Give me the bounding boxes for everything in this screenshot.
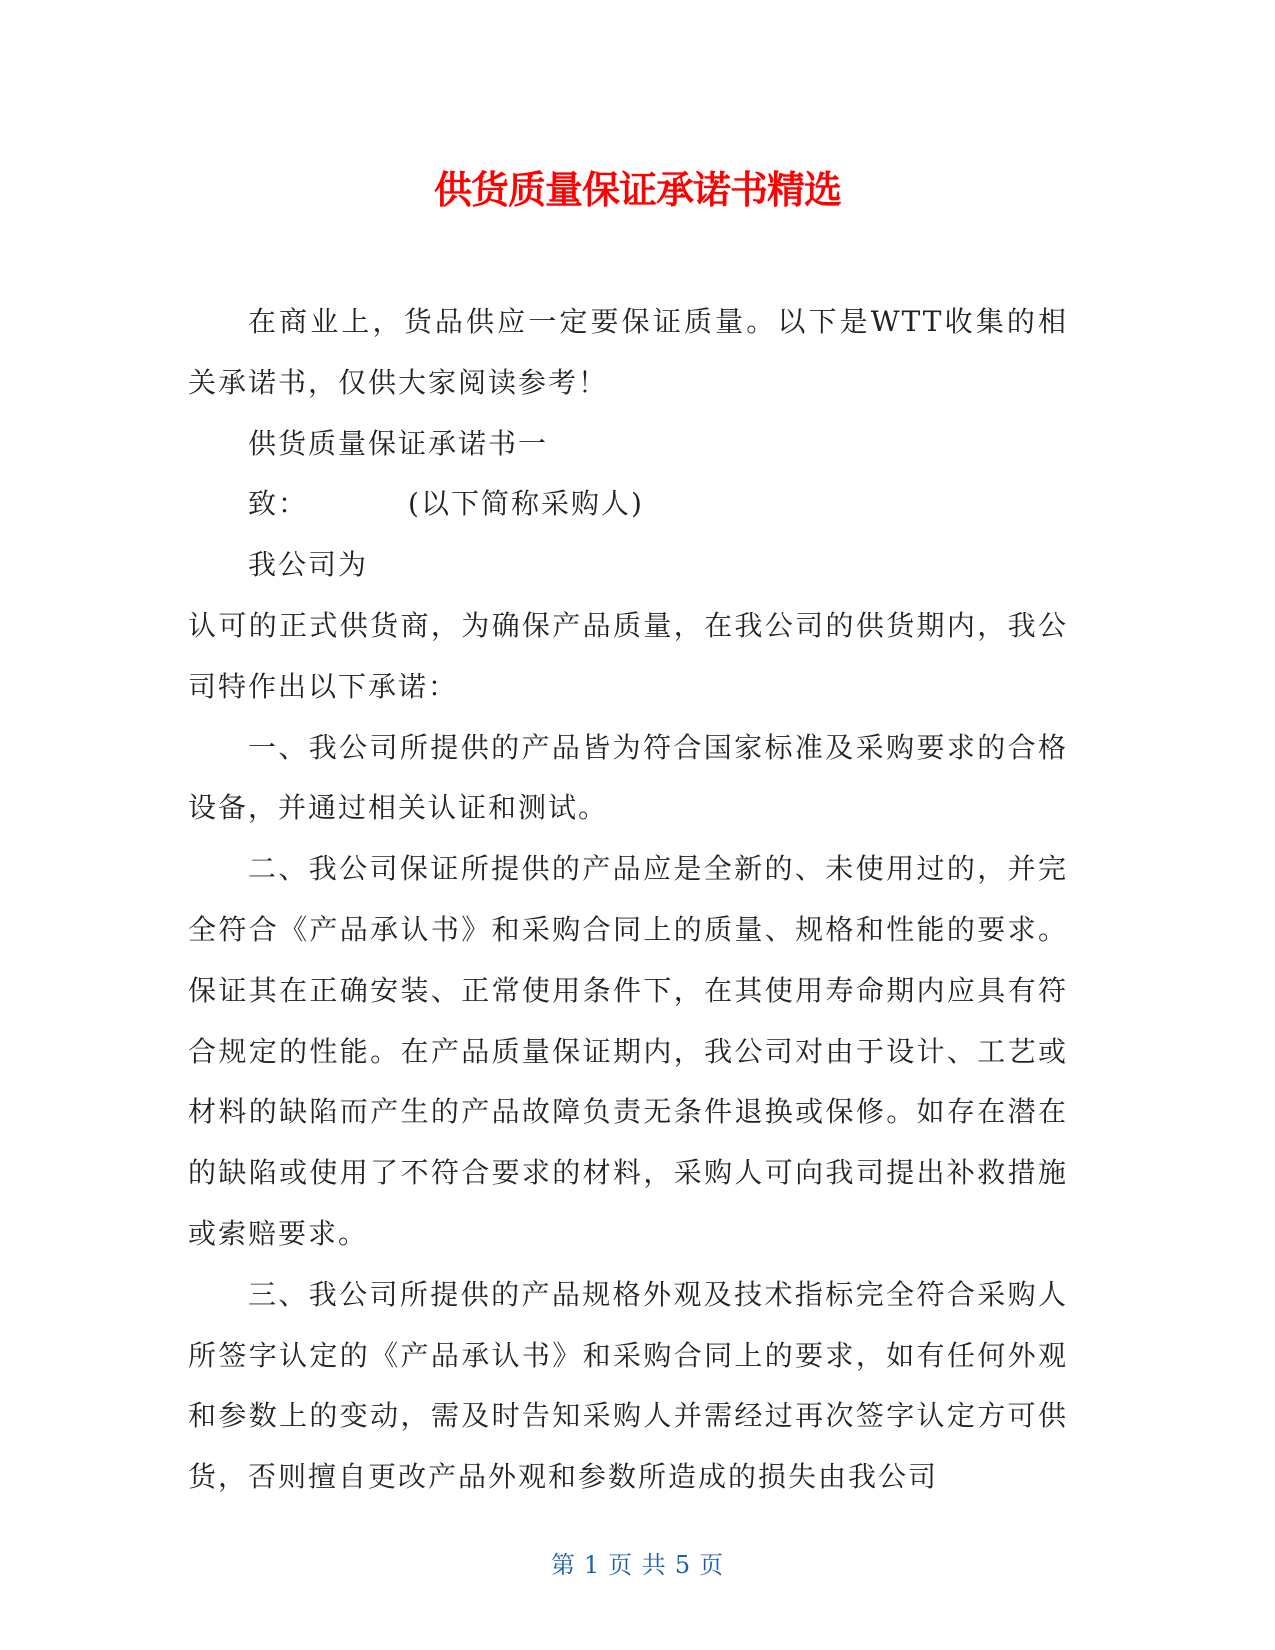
page-footer	[0, 1550, 1275, 1580]
document-body	[188, 292, 1068, 1508]
section-heading: 供货质量保证承诺书一	[248, 426, 549, 460]
document-title: 供货质量保证承诺书精选	[433, 168, 841, 212]
footer-prefix: 第	[550, 1551, 576, 1579]
footer-middle: 页 共	[608, 1551, 667, 1579]
addressee-line	[188, 474, 1068, 535]
footer-total-pages: 5	[674, 1551, 692, 1579]
to-label: 致：	[248, 487, 309, 521]
commitment-item-1: 一、我公司所提供的产品皆为符合国家标准及采购要求的合格设备，并通过相关认证和测试。	[188, 730, 1068, 825]
footer-suffix: 页	[699, 1551, 725, 1579]
commitment-item-2: 二、我公司保证所提供的产品应是全新的、未使用过的，并完全符合《产品承认书》和采购合同上的质量、规格和性能的要求。保证其在正确安装、正常使用条件下，在其使用寿命期内应具有符合规定的性能。在产品质量保证期内，我公司对由于设计、工艺或材料的缺陷而产生的产品故障负责无条件退换或保修。如存在潜在的缺陷或使用了不符合要求的材料，采购人可向我司提出补救措施或索赔要求。	[188, 852, 1068, 1250]
supplier-paragraph: 认可的正式供货商，为确保产品质量，在我公司的供货期内，我公司特作出以下承诺：	[188, 608, 1068, 703]
company-for-line: 我公司为	[248, 548, 369, 582]
intro-paragraph: 在商业上，货品供应一定要保证质量。以下是WTT收集的相关承诺书，仅供大家阅读参考！	[188, 305, 1068, 399]
footer-page-number: 1	[583, 1551, 601, 1579]
commitment-item-3: 三、我公司所提供的产品规格外观及技术指标完全符合采购人所签字认定的《产品承认书》和采购合同上的要求，如有任何外观和参数上的变动，需及时告知采购人并需经过再次签字认定方可供货，否则擅自更改产品外观和参数所造成的损失由我公司	[188, 1277, 1068, 1494]
to-note: (以下简称采购人)	[408, 487, 644, 521]
